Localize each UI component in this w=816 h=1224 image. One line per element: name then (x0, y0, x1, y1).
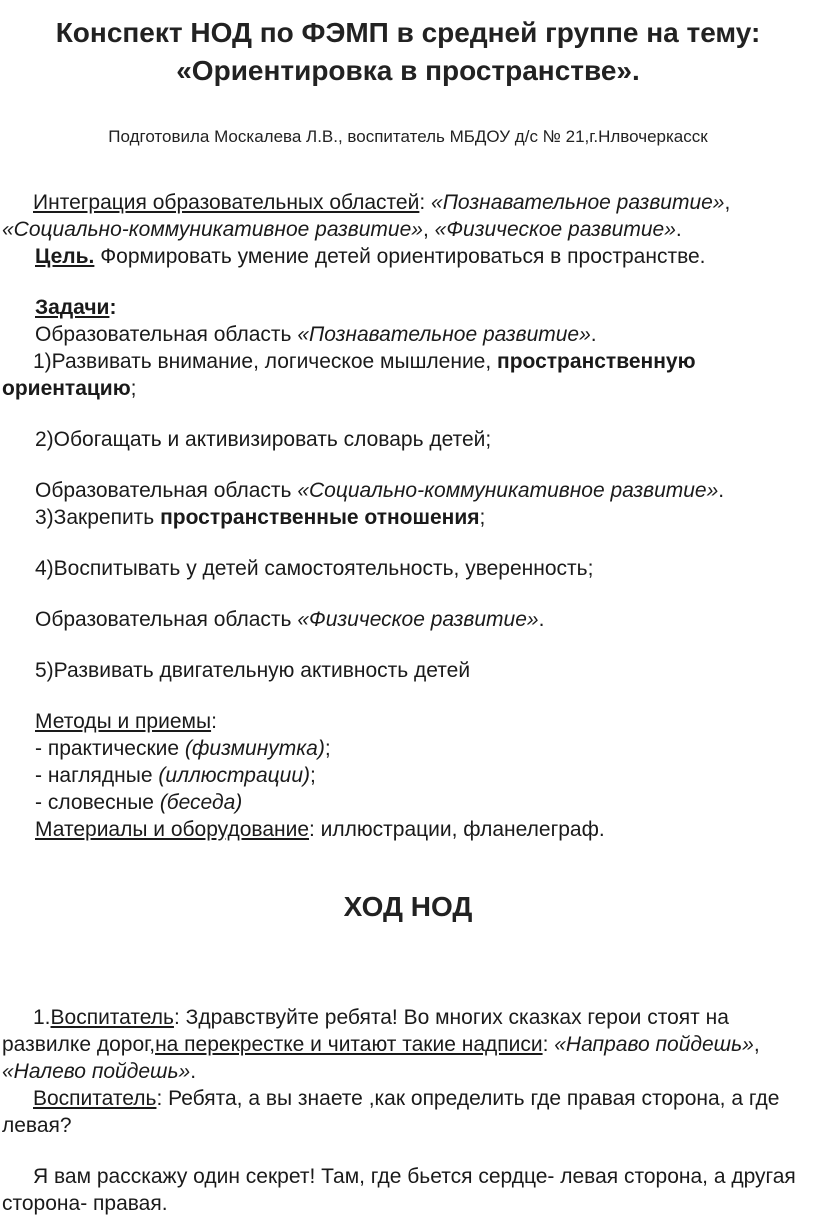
tasks-label: Задачи (35, 296, 110, 319)
task-4: 4)Воспитывать у детей самостоятельность, уверенность; (35, 557, 594, 580)
materials-label: Материалы и оборудование (35, 818, 310, 841)
integration-area-2: «Социально-коммуникативное развитие» (2, 218, 423, 241)
method-2: - наглядные (иллюстрации); (35, 764, 316, 787)
task-3: 3)Закрепить пространственные отношения; (35, 506, 486, 529)
tasks-area-3: Образовательная область «Физическое развитие». (35, 608, 545, 631)
author-line: Подготовила Москалева Л.В., воспитатель МБДОУ д/с № 21,г.Нлвочеркасск (108, 127, 708, 146)
integration-area-1: «Познавательное развитие» (431, 191, 725, 214)
course-paragraph-1: 1.Воспитатель: Здравствуйте ребята! Во многих сказках герои стоят на развилке дорог,на перекрестке и читают такие надписи: «Направо пойдешь», «Налево пойдешь». (2, 1006, 760, 1083)
methods-label: Методы и приемы (35, 710, 212, 733)
title-line-1: Конспект НОД по ФЭМП в средней группе на тему: (55, 17, 761, 48)
integration-area-3: «Физическое развитие» (434, 218, 676, 241)
method-3: - словесные (беседа) (35, 791, 243, 814)
course-paragraph-3: Я вам расскажу один секрет! Там, где бьется сердце- левая сторона, а другая сторона- правая. (2, 1165, 796, 1215)
section-heading: ХОД НОД (343, 891, 473, 922)
tasks-area-2: Образовательная область «Социально-коммуникативное развитие». (35, 479, 725, 502)
document-body (2, 189, 814, 1217)
integration-paragraph: Интеграция образовательных областей: «Познавательное развитие», «Социально-коммуникативное развитие», «Физическое развитие». (2, 191, 731, 241)
goal-label: Цель. (35, 245, 95, 268)
goal-text: Формировать умение детей ориентироваться в пространстве. (94, 245, 706, 268)
speaker-label: Воспитатель (33, 1087, 157, 1110)
tasks-heading: Задачи: (35, 296, 117, 319)
materials-paragraph: Материалы и оборудование: иллюстрации, фланелеграф. (35, 818, 605, 841)
method-1: - практические (физминутка); (35, 737, 331, 760)
integration-label: Интеграция образовательных областей (33, 191, 420, 214)
methods-heading: Методы и приемы: (35, 710, 217, 733)
task-2: 2)Обогащать и активизировать словарь детей; (35, 428, 492, 451)
task-1: 1)Развивать внимание, логическое мышление, пространственную ориентацию; (2, 350, 696, 400)
goal-paragraph (2, 243, 814, 270)
speaker-label: Воспитатель (50, 1006, 174, 1029)
document-title (0, 14, 816, 90)
title-line-2: «Ориентировка в пространстве». (176, 55, 640, 86)
course-paragraph-2: Воспитатель: Ребята, а вы знаете ,как определить где правая сторона, а где левая? (2, 1087, 780, 1137)
task-5: 5)Развивать двигательную активность детей (35, 659, 471, 682)
tasks-area-1: Образовательная область «Познавательное развитие». (35, 323, 597, 346)
